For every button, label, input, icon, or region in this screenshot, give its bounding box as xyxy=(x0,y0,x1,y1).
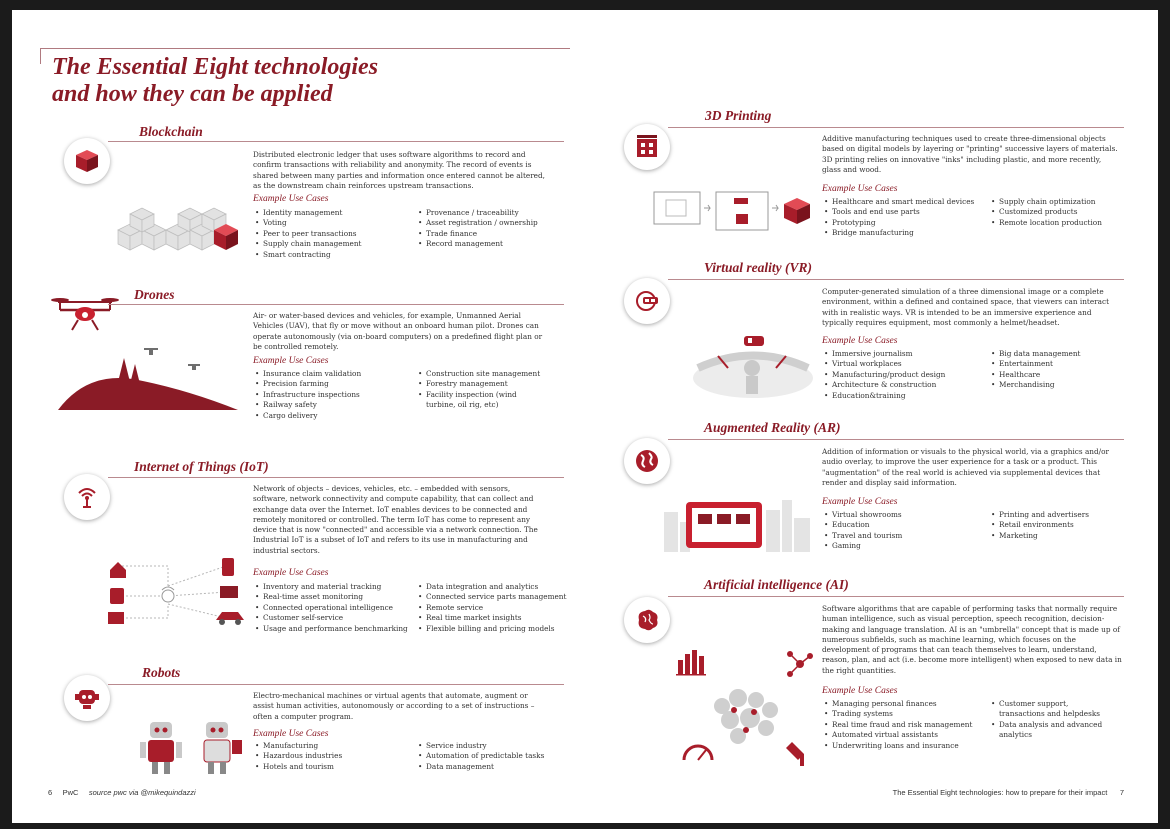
vr-use-cases-col1 xyxy=(824,349,945,401)
footer-report-title: The Essential Eight technologies: how to prepare for their impact xyxy=(892,788,1108,797)
list-item: • Virtual workplaces xyxy=(824,359,945,369)
page-title-line1: The Essential Eight technologies xyxy=(52,54,379,80)
list-item: • Prototyping xyxy=(824,218,974,228)
iot-rule xyxy=(108,477,564,478)
list-item: • Automation of predictable tasks xyxy=(418,751,544,761)
3d-printing-use-cases-heading: Example Use Cases xyxy=(822,184,898,194)
drones-use-cases-col1 xyxy=(255,369,361,421)
list-item: • Trading systems xyxy=(824,709,972,719)
drone-icon xyxy=(50,296,120,336)
blockchain-description: Distributed electronic ledger that uses software algorithms to record and confirm transactions with reliability and anonymity. The record of events is shared between many parties and information once entered cannot be altered, as the downstream chain reinforces upstream transactions. xyxy=(253,150,545,190)
list-item: • Data management xyxy=(418,762,544,772)
list-item: • Remote service xyxy=(418,603,566,613)
drones-description: Air- or water-based devices and vehicles, for example, Unmanned Aerial Vehicles (UAV), that fly or move without an onboard human pilot. Drones can operate autonomously (via on-board computers) on a predefined flight plan or be controlled remotely. xyxy=(253,311,543,351)
list-item: • Usage and performance benchmarking xyxy=(255,624,408,634)
blockchain-title: Blockchain xyxy=(139,124,203,139)
page-title-line2: and how they can be applied xyxy=(52,81,333,107)
list-item: • Manufacturing xyxy=(255,741,342,751)
vr-immersion-illustration xyxy=(688,328,818,404)
list-item: • Connected service parts management xyxy=(418,592,566,602)
list-item: • Data integration and analytics xyxy=(418,582,566,592)
list-item: • Education&training xyxy=(824,391,945,401)
ai-use-cases-col1 xyxy=(824,699,972,751)
list-item: • Big data management xyxy=(991,349,1081,359)
ai-rule xyxy=(668,596,1124,597)
list-item: • Peer to peer transactions xyxy=(255,229,361,239)
list-item: • Precision farming xyxy=(255,379,361,389)
blockchain-use-cases-col1 xyxy=(255,208,361,260)
list-item: • Bridge manufacturing xyxy=(824,228,974,238)
ar-globe-icon xyxy=(624,438,670,484)
ar-description: Addition of information or visuals to the physical world, via a graphics and/or audio overlay, to improve the user experience for a task or a product. This "augmentation" of the real world is achieved via supplemental devices that render and display said information. xyxy=(822,447,1110,487)
list-item: • Underwriting loans and insurance xyxy=(824,741,972,751)
iot-description: Network of objects – devices, vehicles, etc. – embedded with sensors, software, network connectivity and compute capability, that can collect and exchange data over the Internet. IoT enables devices to be connected and remotely monitored or controlled. The term IoT has come to represent any device that is now "connected" and accessible via a network connection. The Industrial IoT is a subset of IoT and refers to its use in manufacturing and industrial sectors. xyxy=(253,484,538,555)
list-item: • Identity management xyxy=(255,208,361,218)
list-item: • Hotels and tourism xyxy=(255,762,342,772)
ar-city-illustration xyxy=(658,492,818,554)
footer-left xyxy=(48,788,196,797)
3d-printing-title: 3D Printing xyxy=(705,108,772,123)
list-item: • Data analysis and advanced analytics xyxy=(991,720,1116,741)
list-item: • Managing personal finances xyxy=(824,699,972,709)
list-item: • Tools and end use parts xyxy=(824,207,974,217)
list-item: • Marketing xyxy=(991,531,1089,541)
list-item: • Manufacturing/product design xyxy=(824,370,945,380)
list-item: • Customer self-service xyxy=(255,613,408,623)
list-item: • Asset registration / ownership xyxy=(418,218,538,228)
list-item: • Customer support, transactions and helpdesks xyxy=(991,699,1116,720)
ai-use-cases-col2 xyxy=(991,699,1116,741)
list-item: • Provenance / traceability xyxy=(418,208,538,218)
list-item: • Railway safety xyxy=(255,400,361,410)
footer-right xyxy=(893,788,1124,797)
list-item: • Healthcare xyxy=(991,370,1081,380)
blockchain-cubes-illustration xyxy=(108,200,243,258)
robots-title: Robots xyxy=(142,665,181,680)
list-item: • Construction site management xyxy=(418,369,538,379)
robots-use-cases-col1 xyxy=(255,741,342,772)
iot-use-cases-col1 xyxy=(255,582,408,634)
3d-printing-process-illustration xyxy=(652,188,817,234)
list-item: • Merchandising xyxy=(991,380,1081,390)
robots-rule xyxy=(108,684,564,685)
list-item: • Printing and advertisers xyxy=(991,510,1089,520)
list-item: • Supply chain management xyxy=(255,239,361,249)
list-item: • Facility inspection (wind turbine, oil rig, etc) xyxy=(418,390,538,411)
list-item: • Immersive journalism xyxy=(824,349,945,359)
ai-network-illustration xyxy=(672,646,818,772)
vr-title: Virtual reality (VR) xyxy=(704,260,813,275)
list-item: • Record management xyxy=(418,239,538,249)
vr-use-cases-col2 xyxy=(991,349,1081,391)
ar-title: Augmented Reality (AR) xyxy=(704,420,841,435)
3d-printing-use-cases-col1 xyxy=(824,197,974,239)
ai-use-cases-heading: Example Use Cases xyxy=(822,686,898,696)
robots-description: Electro-mechanical machines or virtual agents that automate, augment or assist human activities, autonomously or according to a set of instructions – often a computer program. xyxy=(253,691,535,721)
report-spread xyxy=(12,10,1158,823)
vr-use-cases-heading: Example Use Cases xyxy=(822,336,898,346)
3d-printing-description: Additive manufacturing techniques used to create three-dimensional objects based on digital models by layering or "printing" successive layers of materials. 3D printing relies on innovative "inks" including plastic, and more recently, glass and wood. xyxy=(822,134,1118,174)
list-item: • Real-time asset monitoring xyxy=(255,592,408,602)
ar-use-cases-col1 xyxy=(824,510,902,552)
iot-use-cases-heading: Example Use Cases xyxy=(253,568,329,578)
left-page-number: 6 xyxy=(48,788,53,797)
list-item: • Infrastructure inspections xyxy=(255,390,361,400)
ar-use-cases-heading: Example Use Cases xyxy=(822,497,898,507)
list-item: • Service industry xyxy=(418,741,544,751)
list-item: • Hazardous industries xyxy=(255,751,342,761)
vr-rule xyxy=(668,279,1124,280)
list-item: • Travel and tourism xyxy=(824,531,902,541)
list-item: • Architecture & construction xyxy=(824,380,945,390)
ai-title: Artificial intelligence (AI) xyxy=(704,577,849,592)
ar-rule xyxy=(668,439,1124,440)
list-item: • Gaming xyxy=(824,541,902,551)
list-item: • Entertainment xyxy=(991,359,1081,369)
list-item: • Real time market insights xyxy=(418,613,566,623)
list-item: • Retail environments xyxy=(991,520,1089,530)
list-item: • Inventory and material tracking xyxy=(255,582,408,592)
list-item: • Trade finance xyxy=(418,229,538,239)
iot-network-illustration xyxy=(98,556,248,634)
list-item: • Supply chain optimization xyxy=(991,197,1102,207)
list-item: • Real time fraud and risk management xyxy=(824,720,972,730)
iot-use-cases-col2 xyxy=(418,582,566,634)
list-item: • Connected operational intelligence xyxy=(255,603,408,613)
page-title xyxy=(52,54,378,108)
iot-antenna-icon xyxy=(64,474,110,520)
list-item: • Insurance claim validation xyxy=(255,369,361,379)
robot-head-icon xyxy=(64,675,110,721)
3d-printing-rule xyxy=(668,127,1124,128)
3d-printing-use-cases-col2 xyxy=(991,197,1102,228)
drones-use-cases-col2 xyxy=(418,369,541,411)
right-page-number: 7 xyxy=(1119,788,1124,797)
list-item: • Customized products xyxy=(991,207,1102,217)
ai-brain-icon xyxy=(624,597,670,643)
list-item: • Automated virtual assistants xyxy=(824,730,972,740)
source-credit: source pwc via @mikequindazzi xyxy=(88,788,196,797)
list-item: • Remote location production xyxy=(991,218,1102,228)
iot-title: Internet of Things (IoT) xyxy=(134,459,269,474)
blockchain-rule xyxy=(108,141,564,142)
list-item: • Education xyxy=(824,520,902,530)
robots-illustration xyxy=(140,718,250,778)
list-item: • Voting xyxy=(255,218,361,228)
list-item: • Forestry management xyxy=(418,379,538,389)
ar-use-cases-col2 xyxy=(991,510,1089,541)
robots-use-cases-heading: Example Use Cases xyxy=(253,729,329,739)
vr-headset-icon xyxy=(624,278,670,324)
list-item: • Cargo delivery xyxy=(255,411,361,421)
footer-brand: PwC xyxy=(62,788,79,797)
title-rule xyxy=(40,48,570,49)
drones-title: Drones xyxy=(134,287,175,302)
blockchain-use-cases-heading: Example Use Cases xyxy=(253,194,329,204)
drones-use-cases-heading: Example Use Cases xyxy=(253,356,329,366)
3d-printing-icon xyxy=(624,124,670,170)
robots-use-cases-col2 xyxy=(418,741,544,772)
drones-landscape-illustration xyxy=(58,340,250,412)
blockchain-use-cases-col2 xyxy=(418,208,538,250)
ai-description: Software algorithms that are capable of performing tasks that normally require human intelligence, such as visual perception, speech recognition, decision-making and language translation. AI is an "umbrella" concept that is made up of numerous subfields, such as machine learning, which focuses on the development of programs that can teach themselves to learn, understand, reason, plan, and act (i.e. become more intelligent) when exposed to new data in the right quantities. xyxy=(822,604,1122,675)
vr-description: Computer-generated simulation of a three dimensional image or a complete environment, within a defined and contained space, that viewers can interact with in realistic ways. VR is intended to be an immersive experience and typically requires equipment, most commonly a helmet/headset. xyxy=(822,287,1110,327)
list-item: • Flexible billing and pricing models xyxy=(418,624,566,634)
drones-rule xyxy=(108,304,564,305)
list-item: • Virtual showrooms xyxy=(824,510,902,520)
blockchain-icon xyxy=(64,138,110,184)
list-item: • Healthcare and smart medical devices xyxy=(824,197,974,207)
list-item: • Smart contracting xyxy=(255,250,361,260)
